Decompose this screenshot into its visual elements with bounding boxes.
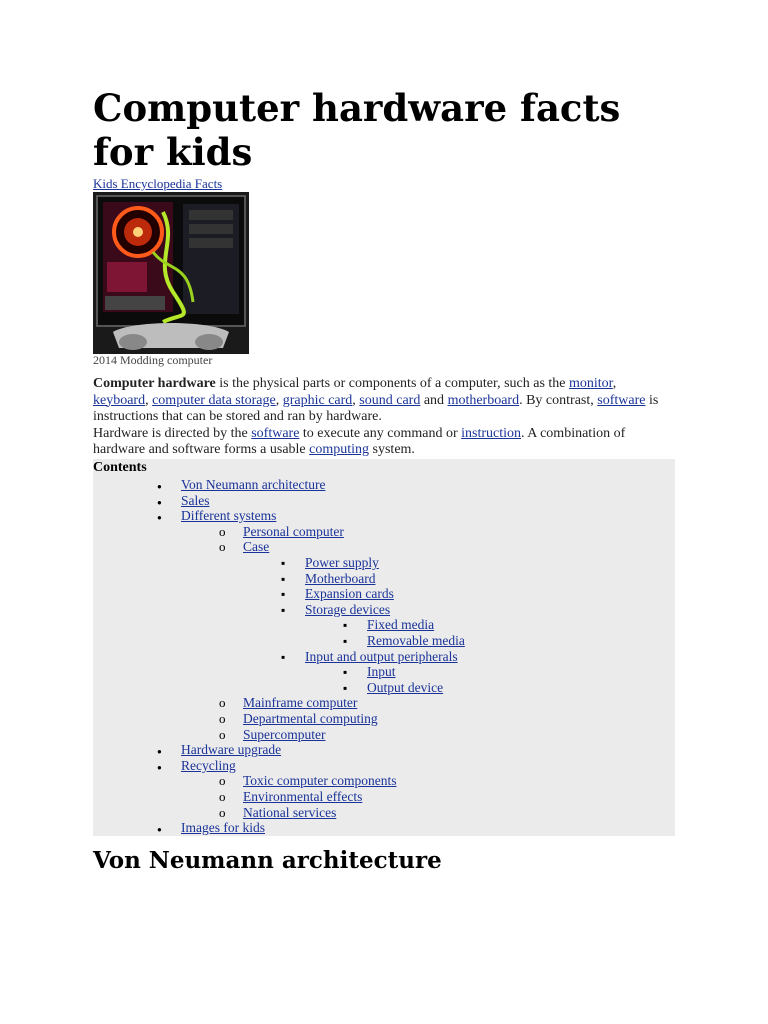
- toc-link[interactable]: Mainframe computer: [243, 695, 358, 711]
- toc-item: [157, 477, 325, 492]
- intro-paragraph-1: [93, 376, 675, 426]
- toc-item: [157, 758, 236, 773]
- toc-item: [157, 493, 210, 508]
- intro-text-run: ,: [275, 392, 283, 408]
- toc-link[interactable]: Expansion cards: [305, 586, 394, 602]
- toc-item: [281, 602, 390, 617]
- toc-link[interactable]: Different systems: [181, 508, 277, 524]
- link-computer-data-storage[interactable]: computer data storage: [152, 392, 276, 408]
- intro-text-run: system.: [369, 442, 415, 458]
- toc-item: [219, 711, 378, 726]
- image-caption: 2014 Modding computer: [93, 353, 213, 367]
- table-of-contents: [93, 459, 675, 836]
- intro-text-run: is the physical parts or components of a computer, such as the: [215, 376, 570, 391]
- toc-bullet-icon: o: [219, 695, 226, 711]
- toc-item: [281, 555, 379, 570]
- toc-bullet-icon: ▪: [343, 634, 348, 648]
- toc-link[interactable]: Von Neumann architecture: [181, 477, 326, 492]
- toc-link[interactable]: Recycling: [181, 757, 236, 773]
- toc-bullet-icon: ▪: [281, 556, 286, 570]
- toc-link[interactable]: Hardware upgrade: [181, 742, 282, 758]
- toc-item: [157, 820, 265, 835]
- intro-text-run: . A combination of hardware and software forms a usable: [93, 425, 626, 458]
- toc-bullet-icon: ▪: [281, 587, 286, 602]
- toc-item: [343, 633, 465, 648]
- modding-computer-image: [93, 192, 249, 354]
- page-title: Computer hardware facts for kids: [93, 86, 621, 174]
- toc-item: [281, 571, 375, 586]
- toc-bullet-icon: ▪: [281, 602, 286, 617]
- toc-link[interactable]: Environmental effects: [243, 789, 363, 804]
- intro-text: [93, 376, 675, 459]
- toc-link[interactable]: Toxic computer components: [243, 773, 397, 789]
- toc-item: [343, 617, 434, 632]
- toc-link[interactable]: Input and output peripherals: [305, 648, 458, 664]
- toc-bullet-icon: ●: [157, 513, 162, 523]
- toc-bullet-icon: ●: [157, 825, 162, 835]
- toc-title: Contents: [93, 460, 147, 475]
- toc-link[interactable]: Personal computer: [243, 523, 344, 539]
- section-heading: Von Neumann architecture: [93, 847, 442, 874]
- link-computing[interactable]: computing: [309, 442, 370, 458]
- toc-link[interactable]: Power supply: [305, 555, 379, 570]
- toc-link[interactable]: Input: [367, 664, 396, 680]
- toc-bullet-icon: o: [219, 726, 226, 742]
- intro-paragraph-2: [93, 426, 675, 459]
- toc-item: [219, 789, 362, 804]
- toc-bullet-icon: o: [219, 773, 226, 789]
- toc-link[interactable]: Case: [243, 539, 270, 555]
- toc-item: [281, 649, 458, 664]
- link-keyboard[interactable]: keyboard: [93, 392, 146, 408]
- toc-item: [219, 524, 344, 539]
- intro-text-run: Hardware is directed by the: [93, 425, 252, 441]
- intro-text-run: is instructions that can be stored and ran by hardware.: [93, 392, 659, 425]
- toc-bullet-icon: ●: [157, 747, 162, 757]
- term-bold: Computer hardware: [93, 376, 216, 391]
- toc-bullet-icon: o: [219, 523, 226, 539]
- toc-item: [157, 508, 276, 523]
- toc-bullet-icon: ▪: [343, 618, 348, 633]
- toc-link[interactable]: Storage devices: [305, 601, 391, 617]
- intro-text-run: to execute any command or: [299, 425, 462, 441]
- toc-item: [219, 539, 269, 554]
- toc-item: [219, 695, 357, 710]
- toc-bullet-icon: o: [219, 539, 226, 555]
- toc-link[interactable]: Sales: [181, 492, 210, 508]
- toc-bullet-icon: ▪: [281, 571, 286, 586]
- toc-bullet-icon: ●: [157, 497, 162, 507]
- toc-bullet-icon: ▪: [281, 649, 286, 664]
- toc-bullet-icon: o: [219, 804, 226, 820]
- toc-item: [343, 664, 396, 679]
- link-graphic-card[interactable]: graphic card: [282, 392, 353, 408]
- toc-bullet-icon: ●: [157, 482, 162, 491]
- toc-bullet-icon: ▪: [343, 665, 348, 680]
- source-link[interactable]: Kids Encyclopedia Facts: [93, 176, 223, 191]
- link-motherboard[interactable]: motherboard: [447, 392, 520, 408]
- intro-text-run: ,: [145, 392, 153, 408]
- toc-item: [219, 773, 397, 788]
- intro-text-run: ,: [612, 376, 617, 391]
- toc-item: [281, 586, 394, 601]
- link-software[interactable]: software: [597, 392, 646, 408]
- intro-text-run: ,: [352, 392, 360, 408]
- intro-text-run: . By contrast,: [519, 392, 598, 408]
- toc-link[interactable]: Removable media: [367, 633, 465, 648]
- toc-link[interactable]: Output device: [367, 679, 444, 695]
- toc-bullet-icon: o: [219, 711, 226, 726]
- link-software[interactable]: software: [251, 425, 300, 441]
- toc-bullet-icon: o: [219, 789, 226, 804]
- link-instruction[interactable]: instruction: [461, 425, 522, 441]
- link-monitor[interactable]: monitor: [569, 376, 613, 391]
- toc-link[interactable]: Fixed media: [367, 617, 435, 633]
- link-sound-card[interactable]: sound card: [359, 392, 421, 408]
- toc-link[interactable]: Images for kids: [181, 820, 265, 836]
- toc-item: [157, 742, 281, 757]
- toc-item: [343, 680, 443, 695]
- toc-bullet-icon: ●: [157, 762, 162, 772]
- toc-link[interactable]: National services: [243, 804, 337, 820]
- toc-bullet-icon: ▪: [343, 680, 348, 695]
- toc-link[interactable]: Motherboard: [305, 570, 376, 586]
- toc-item: [219, 727, 325, 742]
- intro-text-run: and: [420, 392, 448, 408]
- toc-link[interactable]: Departmental computing: [243, 711, 378, 726]
- toc-link[interactable]: Supercomputer: [243, 726, 326, 742]
- toc-item: [219, 805, 336, 820]
